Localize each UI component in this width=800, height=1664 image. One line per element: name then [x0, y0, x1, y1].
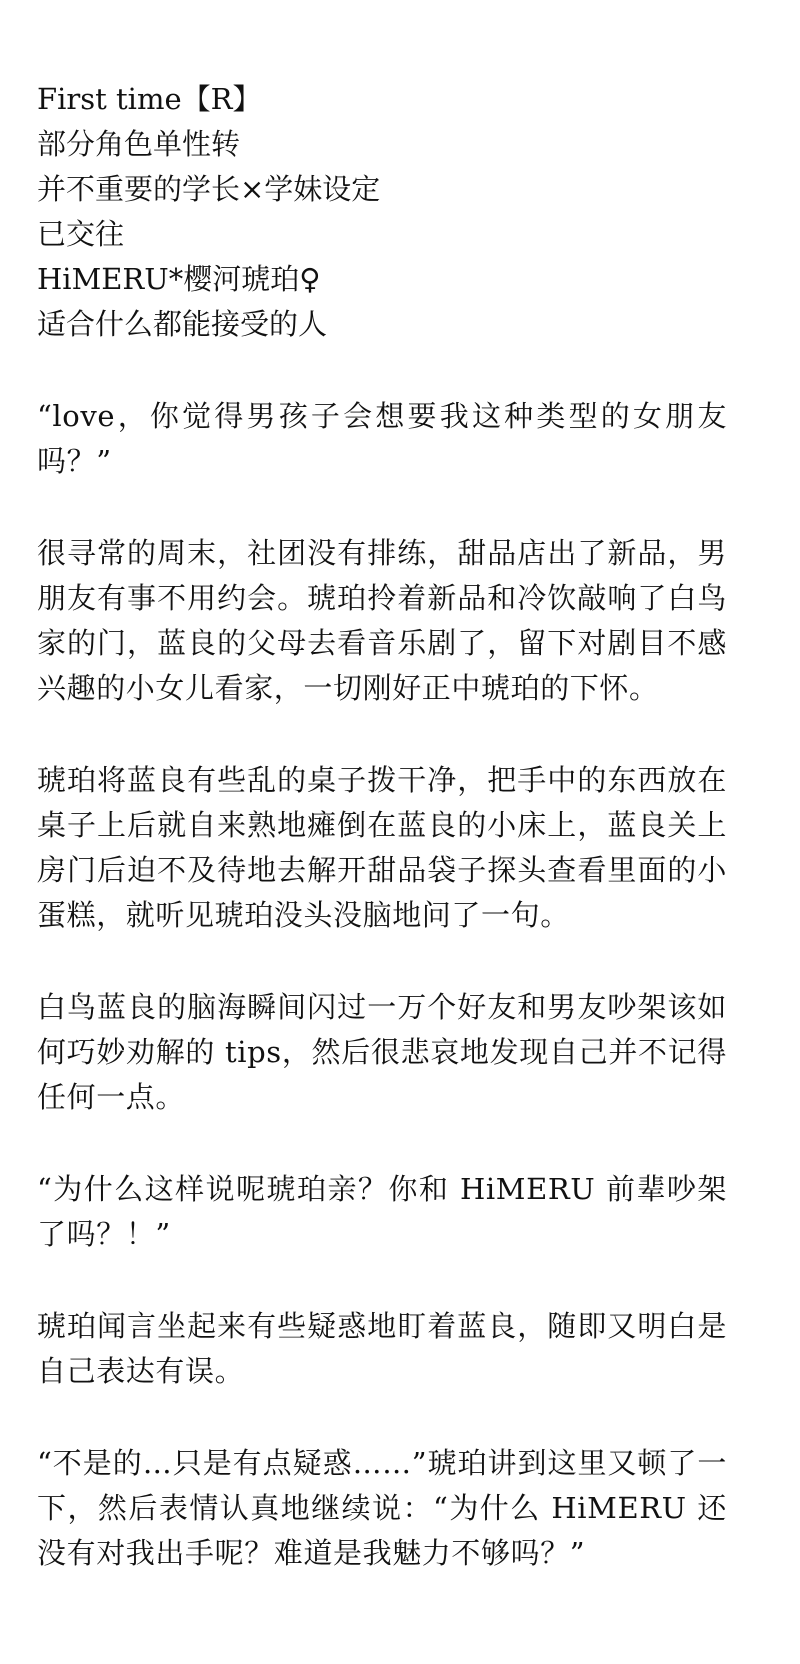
paragraph: “love，你觉得男孩子会想要我这种类型的女朋友吗？”: [37, 399, 727, 478]
story-header: [37, 77, 727, 347]
paragraph: 白鸟蓝良的脑海瞬间闪过一万个好友和男友吵架该如何巧妙劝解的 tips，然后很悲哀地发现自己并不记得任何一点。: [37, 990, 727, 1114]
header-note: 并不重要的学长×学妹设定: [37, 172, 381, 206]
paragraph: 琥珀将蓝良有些乱的桌子拨干净，把手中的东西放在桌子上后就自来熟地瘫倒在蓝良的小床上，蓝良关上房门后迫不及待地去解开甜品袋子探头查看里面的小蛋糕，就听见琥珀没头没脑地问了一句。: [37, 763, 727, 932]
header-warning: 适合什么都能接受的人: [37, 307, 328, 341]
paragraph: 琥珀闻言坐起来有些疑惑地盯着蓝良，随即又明白是自己表达有误。: [37, 1309, 727, 1388]
header-note: 部分角色单性转: [37, 127, 241, 161]
paragraph: 很寻常的周末，社团没有排练，甜品店出了新品，男朋友有事不用约会。琥珀拎着新品和冷饮敲响了白鸟家的门，蓝良的父母去看音乐剧了，留下对剧目不感兴趣的小女儿看家，一切刚好正中琥珀的下怀。: [37, 536, 727, 705]
paragraph: “为什么这样说呢琥珀亲？你和 HiMERU 前辈吵架了吗？！”: [37, 1172, 727, 1251]
document-body: [37, 77, 727, 1576]
header-note: 已交往: [37, 217, 125, 251]
paragraph: “不是的…只是有点疑惑……”琥珀讲到这里又顿了一下，然后表情认真地继续说：“为什么 HiMERU 还没有对我出手呢？难道是我魅力不够吗？”: [37, 1446, 727, 1570]
story-title: First time【R】: [37, 82, 262, 116]
header-pairing: HiMERU*樱河琥珀♀: [37, 262, 321, 296]
